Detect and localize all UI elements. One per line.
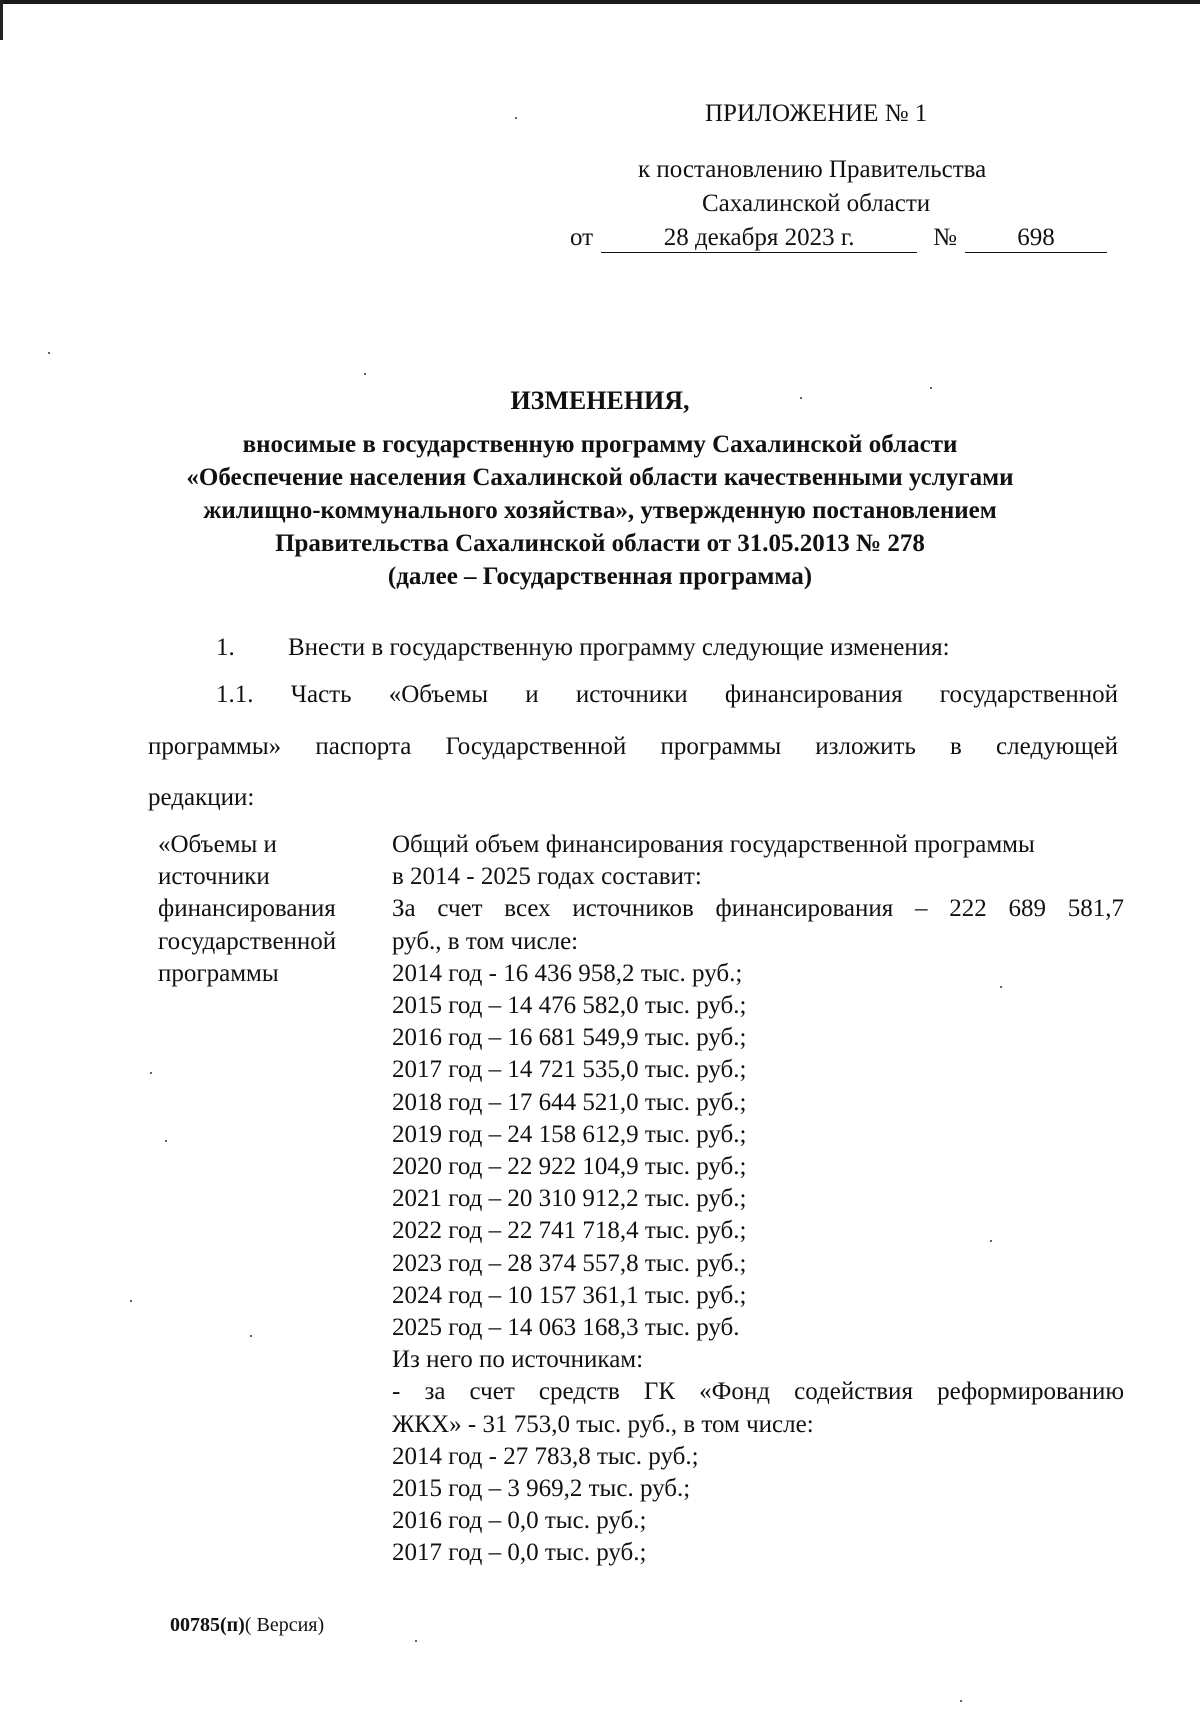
- year-amount-row: 2023 год – 28 374 557,8 тыс. руб.;: [392, 1249, 747, 1277]
- document-version: ( Версия): [244, 1614, 325, 1636]
- scan-speck: [48, 352, 50, 354]
- year-amount-row: 2021 год – 20 310 912,2 тыс. руб.;: [392, 1185, 747, 1213]
- financing-label-line: источники: [158, 863, 270, 891]
- year-amount-row: 2020 год – 22 922 104,9 тыс. руб.;: [392, 1153, 747, 1181]
- scan-speck: [150, 1072, 152, 1074]
- fund-year-row: 2014 год - 27 783,8 тыс. руб.;: [392, 1442, 699, 1470]
- fund-year-row: 2017 год – 0,0 тыс. руб.;: [392, 1539, 647, 1567]
- financing-label-line: «Объемы и: [158, 831, 277, 858]
- year-amount-row: 2018 год – 17 644 521,0 тыс. руб.;: [392, 1088, 747, 1116]
- year-amount-row: 2025 год – 14 063 168,3 тыс. руб.: [392, 1314, 740, 1342]
- scan-speck: [415, 1640, 417, 1642]
- scan-speck: [515, 117, 517, 119]
- decree-number: 698: [965, 224, 1107, 253]
- year-amount-row: 2014 год - 16 436 958,2 тыс. руб.;: [392, 959, 743, 987]
- subtitle-line: «Обеспечение населения Сахалинской области качественными услугами: [186, 464, 1014, 491]
- fund-source-line: - за счет средств ГК «Фонд содействия реформированию: [392, 1378, 1124, 1406]
- scan-speck: [960, 1700, 962, 1702]
- fund-year-row: 2016 год – 0,0 тыс. руб.;: [392, 1507, 647, 1535]
- subtitle-line: Правительства Сахалинской области от 31.05.2013 № 278: [275, 530, 925, 557]
- appendix-decree-line: к постановлению Правительства: [638, 156, 987, 183]
- year-amount-row: 2017 год – 14 721 535,0 тыс. руб.;: [392, 1056, 747, 1084]
- financing-label-cell: [158, 829, 383, 990]
- financing-total-line: руб., в том числе:: [392, 927, 579, 955]
- number-label: №: [933, 224, 957, 251]
- financing-label-line: государственной: [158, 927, 337, 955]
- item-1-text: Внести в государственную программу следующие изменения:: [288, 634, 950, 661]
- scan-edge-top: [0, 0, 1200, 4]
- appendix-region-line: Сахалинской области: [702, 190, 931, 217]
- year-amount-row: 2016 год – 16 681 549,9 тыс. руб.;: [392, 1024, 747, 1052]
- year-amount-row: 2022 год – 22 741 718,4 тыс. руб.;: [392, 1217, 747, 1245]
- document-subtitle: [0, 428, 1200, 593]
- item-1-1-line-2: программы» паспорта Государственной программы изложить в следующей: [148, 733, 1118, 760]
- scan-edge-left: [0, 0, 3, 40]
- year-amount-row: 2024 год – 10 157 361,1 тыс. руб.;: [392, 1281, 747, 1309]
- decree-date-row: [570, 224, 1107, 253]
- year-amount-row: 2015 год – 14 476 582,0 тыс. руб.;: [392, 992, 747, 1020]
- subtitle-line: вносимые в государственную программу Сахалинской области: [242, 431, 958, 458]
- scan-speck: [165, 1140, 167, 1142]
- subtitle-line: (далее – Государственная программа): [387, 563, 813, 590]
- financing-total-line: За счет всех источников финансирования – 222 689 581,7: [392, 895, 1124, 923]
- document-title: ИЗМЕНЕНИЯ,: [510, 386, 690, 415]
- sources-label: Из него по источникам:: [392, 1346, 644, 1374]
- item-1-1-line-1: 1.1. Часть «Объемы и источники финансирования государственной: [216, 681, 1118, 708]
- year-amount-row: 2019 год – 24 158 612,9 тыс. руб.;: [392, 1120, 747, 1148]
- financing-content-cell: [392, 829, 1124, 1570]
- document-code: 00785(п): [170, 1614, 245, 1636]
- document-footer: [170, 1614, 324, 1637]
- from-label: от: [570, 224, 594, 251]
- scan-speck: [130, 1300, 132, 1302]
- financing-intro-line: Общий объем финансирования государственной программы: [392, 831, 1035, 858]
- decree-date: 28 декабря 2023 г.: [601, 224, 917, 253]
- appendix-title: ПРИЛОЖЕНИЕ № 1: [705, 100, 928, 127]
- fund-year-row: 2015 год – 3 969,2 тыс. руб.;: [392, 1475, 691, 1503]
- financing-label-line: программы: [158, 959, 279, 987]
- financing-label-line: финансирования: [158, 895, 336, 923]
- subtitle-line: жилищно-коммунального хозяйства», утвержденную постановлением: [203, 497, 997, 524]
- scan-speck: [364, 373, 366, 375]
- fund-source-line: ЖКХ» - 31 753,0 тыс. руб., в том числе:: [392, 1410, 814, 1438]
- item-1-1-line-3: редакции:: [148, 784, 255, 811]
- financing-intro-line: в 2014 - 2025 годах составит:: [392, 863, 702, 891]
- item-1-number: 1.: [216, 634, 235, 661]
- scan-speck: [250, 1335, 252, 1337]
